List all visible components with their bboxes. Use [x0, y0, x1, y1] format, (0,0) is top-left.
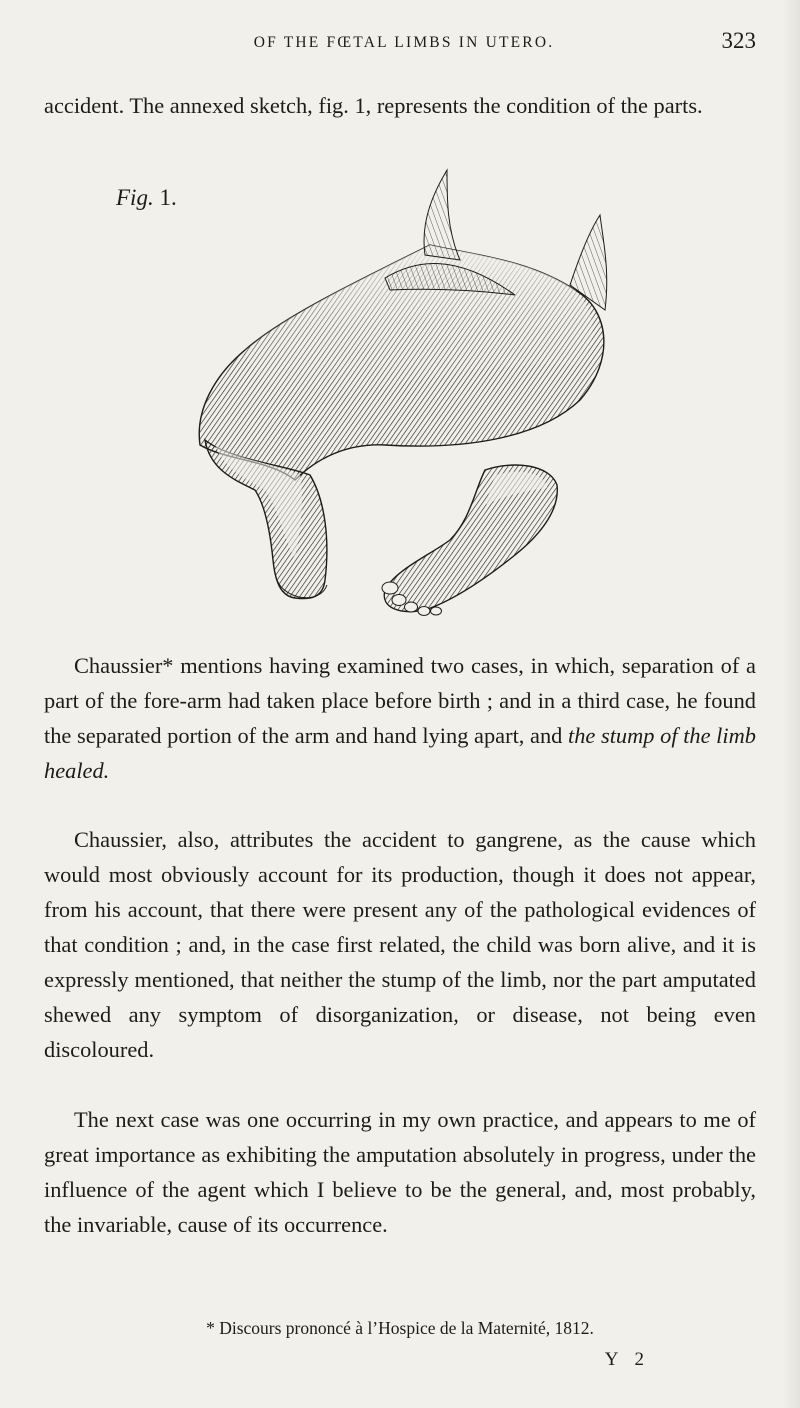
own-practice-paragraph: The next case was one occurring in my own practice, and appears to me of great importance as exhibiting the amputation absolutely in progress, under the influence of the agent which I believe to be the general, and, most probably, the invariable, cause of its occurrence. [44, 1107, 756, 1237]
paragraph-1-emphasis: the stump of the limb healed. [44, 723, 756, 783]
running-head: OF THE FŒTAL LIMBS IN UTERO. [253, 34, 555, 51]
chaussier-paragraph-2: Chaussier, also, attributes the accident to gangrene, as the cause which would most obviously account for its production, though it does not appear, from his account, that there were present any of the pathological evidences of that condition ; and, in the case first related, the child was born alive, and it is expressly mentioned, that neither the stump of the limb, nor the part amputated shewed any symptom of disorganization, or disease, not being even discoloured. [44, 827, 756, 1062]
figure-label [116, 185, 177, 211]
chaussier-paragraph-1 [44, 648, 756, 788]
figure-label-number: 1. [153, 185, 177, 210]
page-number: 323 [721, 28, 756, 53]
torn-tissue-upper [424, 170, 460, 260]
page-edge-shadow [782, 0, 800, 1408]
paragraph-1-text: Chaussier* mentions having examined two cases, in which, separation of a part of the fore-arm had taken place before birth ; and in a third case, he found the separated portion of the arm and hand lying apart, and [44, 653, 756, 748]
foetal-limbs-illustration [185, 160, 625, 620]
figure-label-prefix: Fig. [116, 185, 154, 210]
intro-paragraph: accident. The annexed sketch, fig. 1, represents the condition of the parts. [44, 93, 703, 118]
footnote: * Discours prononcé à l’Hospice de la Maternité, 1812. [206, 1318, 594, 1338]
signature-mark: Y 2 [604, 1349, 650, 1370]
